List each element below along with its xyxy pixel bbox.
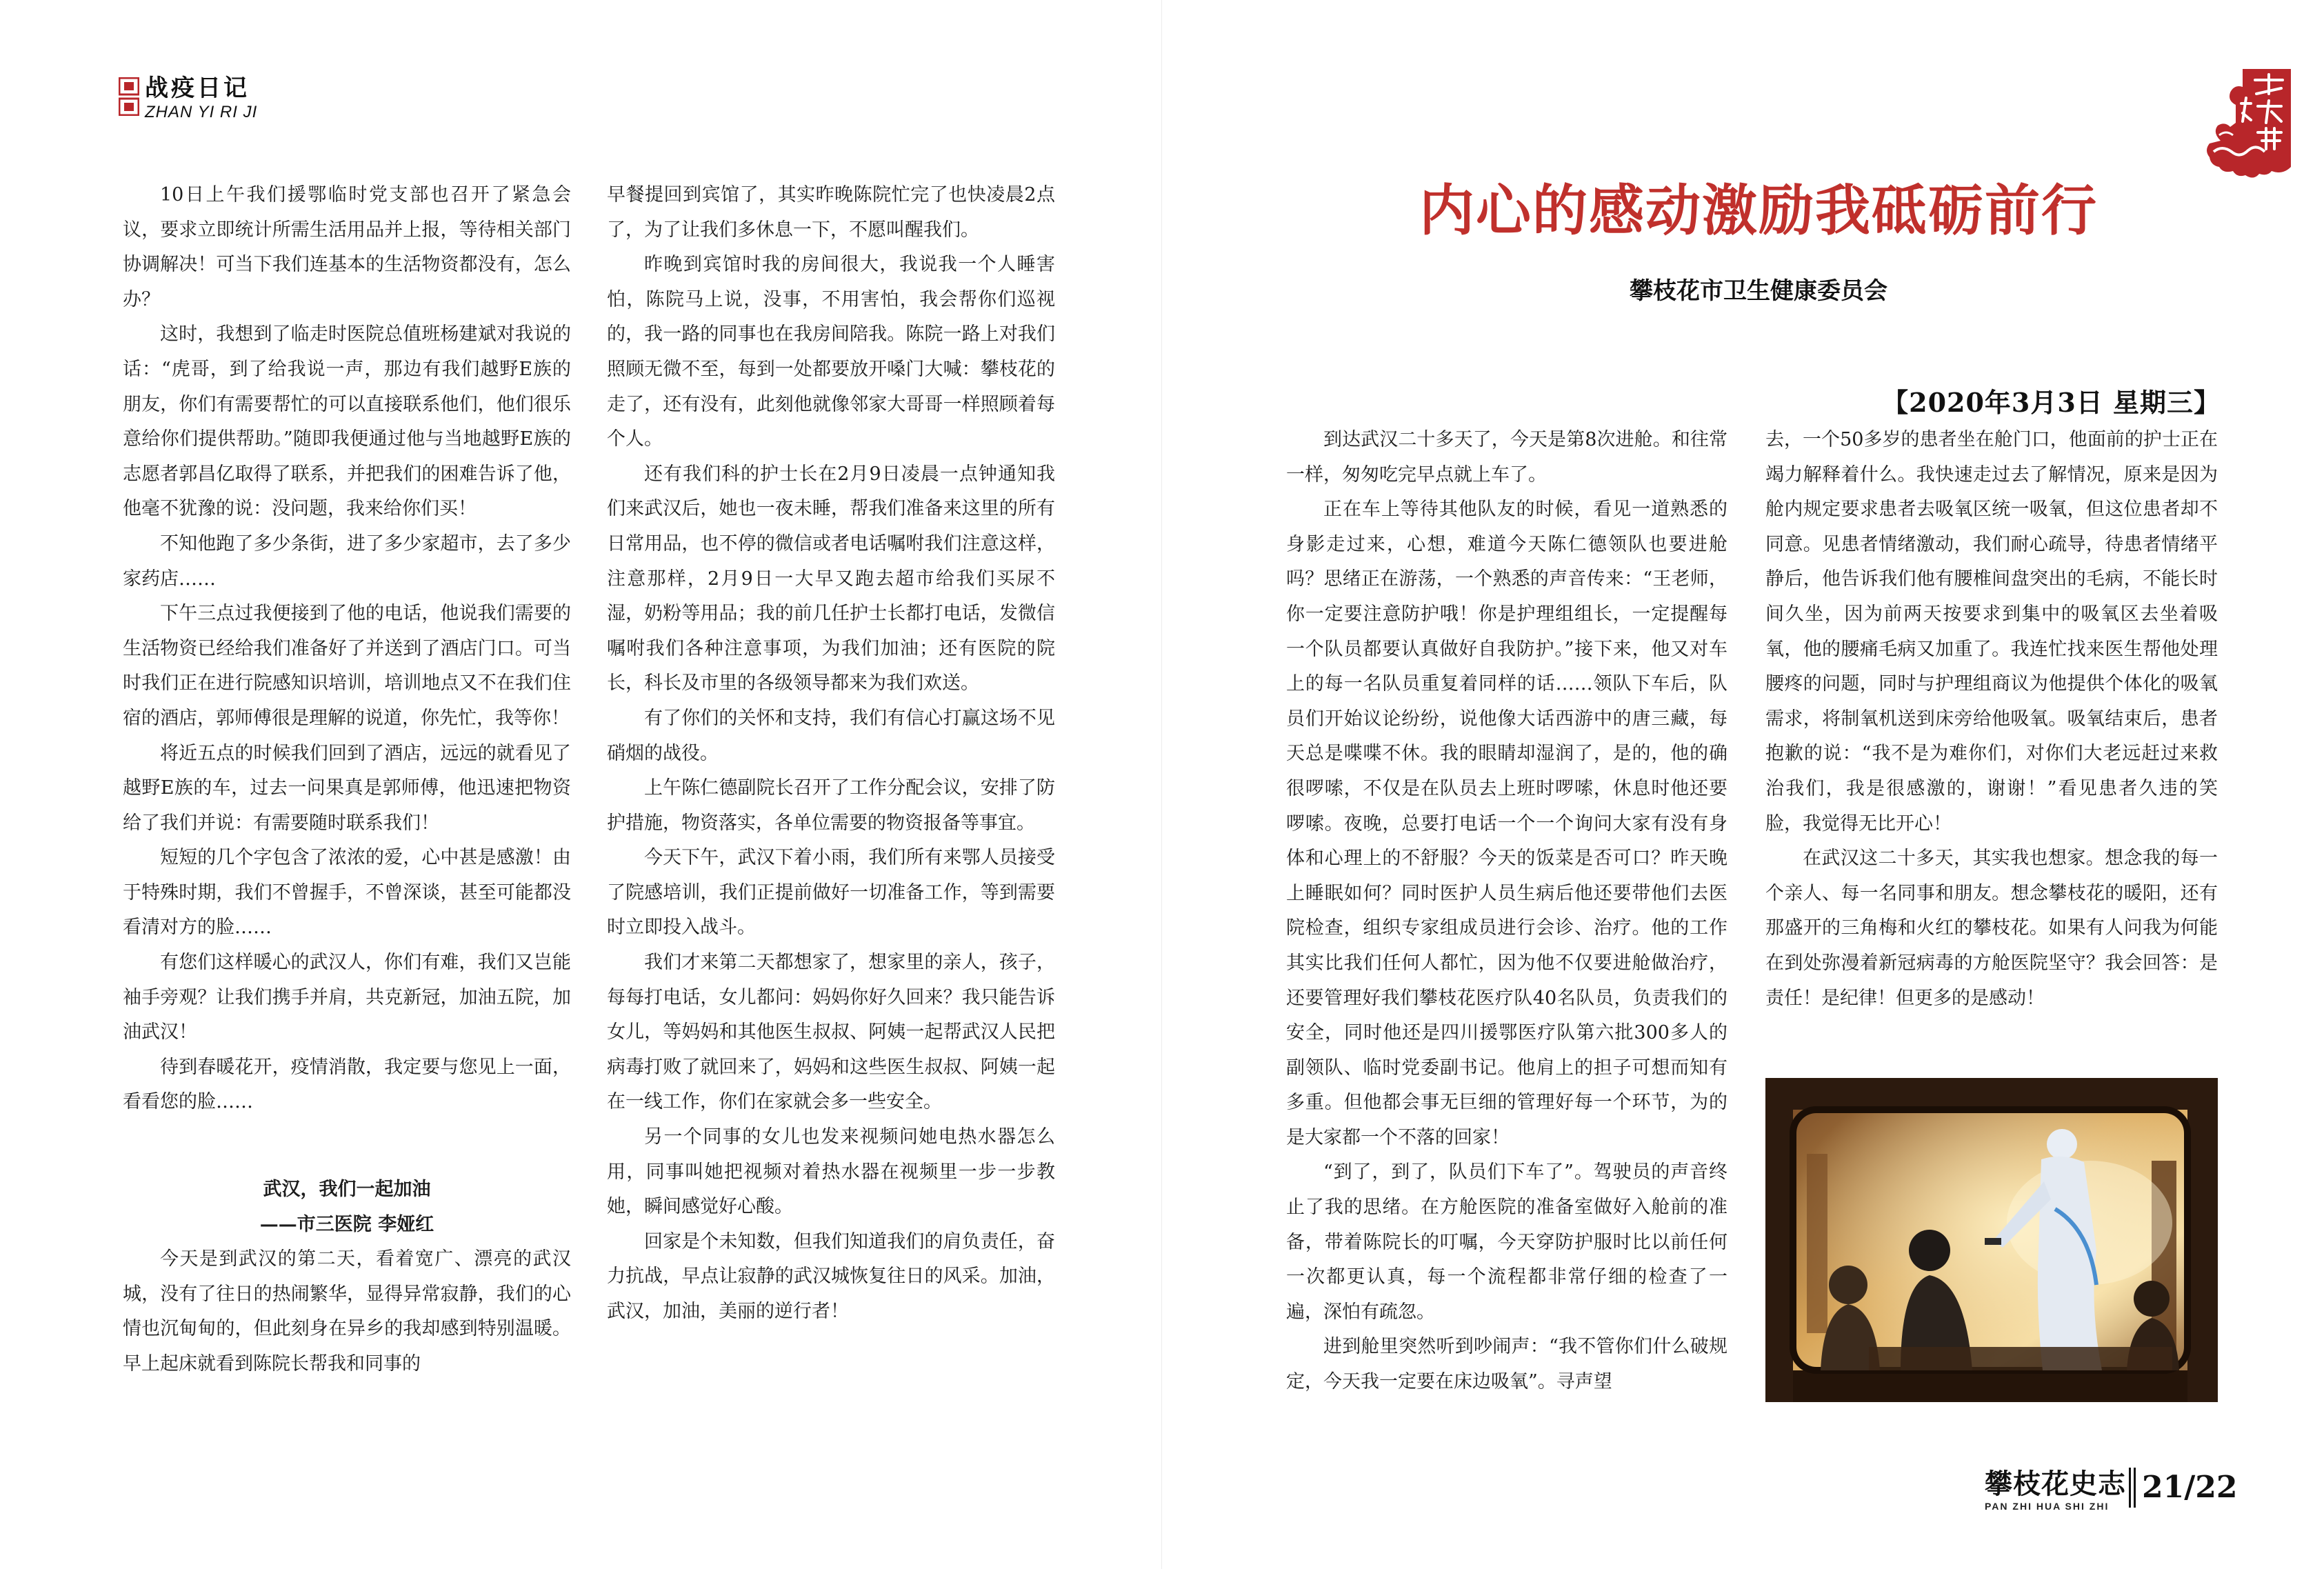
article-date: 【2020年3月3日 星期三】 (1882, 387, 2221, 418)
photo-image (1765, 1078, 2218, 1402)
paragraph: 下午三点过我便接到了他的电话，他说我们需要的生活物资已经给我们准备好了并送到了酒店门口。可当时我们正在进行院感知识培训，培训地点又不在我们住宿的酒店，郭师傅很是理解的说道，你先忙，我等你！ (123, 603, 571, 729)
paragraph: 还有我们科的护士长在2月9日凌晨一点钟通知我们来武汉后，她也一夜未睡，帮我们准备来这里的所有日常用品，也不停的微信或者电话嘱咐我们注意这样，注意那样，2月9日一大早又跑去超市给我们买尿不湿，奶粉等用品；我的前几任护士长都打电话，发微信嘱咐我们各种注意事项，为我们加油；还有医院的院长，科长及市里的各级领导都来为我们欢送。 (607, 463, 1055, 694)
header-logo-icon (119, 77, 139, 116)
sub-article-title: 武汉，我们一起加油 (263, 1179, 431, 1201)
paragraph: 去，一个50多岁的患者坐在舱门口，他面前的护士正在竭力解释着什么。我快速走过去了解情况，原来是因为舱内规定要求患者去吸氧区统一吸氧，但这位患者却不同意。见患者情绪激动，我们耐心疏导，待患者情绪平静后，他告诉我们他有腰椎间盘突出的毛病，不能长时间久坐，因为前两天按要求到集中的吸氧区去坐着吸氧，他的腰痛毛病又加重了。我连忙找来医生帮他处理腰疼的问题，同时与护理组商议为他提供个体化的吸氧需求，将制氧机送到床旁给他吸氧。吸氧结束后，患者抱歉的说：“我不是为难你们，对你们大老远赶过来救治我们，我是很感激的，谢谢！”看见患者久违的笑脸，我觉得无比开心！ (1765, 429, 2218, 835)
paragraph: 另一个同事的女儿也发来视频问她电热水器怎么用，同事叫她把视频对着热水器在视频里一步一步教她，瞬间感觉好心酸。 (607, 1126, 1055, 1218)
paragraph: 有了你们的关怀和支持，我们有信心打赢这场不见硝烟的战役。 (607, 707, 1055, 764)
paragraph: 今天是到武汉的第二天，看着宽广、漂亮的武汉城，没有了往日的热闹繁华，显得异常寂静，我们的心情也沉甸甸的，但此刻身在异乡的我却感到特别温暖。早上起床就看到陈院长帮我和同事的 (123, 1248, 571, 1375)
paragraph: 10日上午我们援鄂临时党支部也召开了紧急会议，要求立即统计所需生活用品并上报，等待相关部门协调解决！可当下我们连基本的生活物资都没有，怎么办？ (123, 184, 571, 310)
left-column-2 (607, 178, 1055, 1330)
paragraph: 不知他跑了多少条街，进了多少家超市，去了多少家药店…… (123, 532, 571, 590)
paragraph: 今天下午，武汉下着小雨，我们所有来鄂人员接受了院感培训，我们正提前做好一切准备工作，等到需要时立即投入战斗。 (607, 847, 1055, 939)
column-title: 战疫日记 (145, 74, 250, 102)
photo-medical-staff-on-bus (1765, 1078, 2218, 1402)
paragraph: 昨晚到宾馆时我的房间很大，我说我一个人睡害怕，陈院马上说，没事，不用害怕，我会帮你们巡视的，我一路的同事也在我房间陪我。陈院一路上对我们照顾无微不至，每到一处都要放开嗓门大喊：攀枝花的走了，还有没有，此刻他就像邻家大哥哥一样照顾着每个人。 (607, 254, 1055, 450)
footer-magazine-pinyin: PAN ZHI HUA SHI ZHI (1985, 1501, 2110, 1512)
right-column-1 (1286, 423, 1727, 1400)
footer-divider (2129, 1468, 2136, 1508)
paragraph: 到达武汉二十多天了，今天是第8次进舱。和往常一样，匆匆吃完早点就上车了。 (1286, 429, 1727, 486)
article-byline: 攀枝花市卫生健康委员会 (1630, 277, 1887, 305)
paragraph: 上午陈仁德副院长召开了工作分配会议，安排了防护措施，物资落实，各单位需要的物资报备等事宜。 (607, 777, 1055, 834)
page-numbers: 21/22 (2142, 1470, 2238, 1505)
paragraph: 在武汉这二十多天，其实我也想家。想念我的每一个亲人、每一名同事和朋友。想念攀枝花的暖阳，还有那盛开的三角梅和火红的攀枝花。如果有人问我为何能在到处弥漫着新冠病毒的方舱医院坚守？我会回答：是责任！是纪律！但更多的是感动！ (1765, 848, 2218, 1009)
paragraph: 正在车上等待其他队友的时候，看见一道熟悉的身影走过来，心想，难道今天陈仁德领队也要进舱吗？思绪正在游荡，一个熟悉的声音传来：“王老师，你一定要注意防护哦！你是护理组组长，一定提醒每一个队员都要认真做好自我防护。”接下来，他又对车上的每一名队员重复着同样的话……领队下车后，队员们开始议论纷纷，说他像大话西游中的唐三藏，每天总是喋喋不休。我的眼睛却湿润了，是的，他的确很啰嗦，不仅是在队员去上班时啰嗦，休息时他还要啰嗦。夜晚，总要打电话一个一个询问大家有没有身体和心理上的不舒服？今天的饭菜是否可口？昨天晚上睡眠如何？同时医护人员生病后他还要带他们去医院检查，组织专家组成员进行会诊、治疗。他的工作其实比我们任何人都忙，因为他不仅要进舱做治疗，还要管理好我们攀枝花医疗队40名队员，负责我们的安全，同时他还是四川援鄂医疗队第六批300多人的副领队、临时党委副书记。他肩上的担子可想而知有多重。但他都会事无巨细的管理好每一个环节，为的是大家都一个不落的回家！ (1286, 499, 1727, 1148)
column-subtitle: ZHAN YI RI JI (145, 103, 258, 121)
sub-article-author: ——市三医院 李娅红 (259, 1213, 434, 1235)
article-title: 内心的感动激励我砥砺前行 (1419, 179, 2098, 243)
paragraph: 这时，我想到了临走时医院总值班杨建斌对我说的话：“虎哥，到了给我说一声，那边有我们越野E族的朋友，你们有需要帮忙的可以直接联系他们，他们很乐意给你们提供帮助。”随即我便通过他与当地越野E族的志愿者郭昌亿取得了联系，并把我们的困难告诉了他，他毫不犹豫的说：没问题，我来给你们买！ (123, 323, 571, 520)
paragraph: “到了，到了，队员们下车了”。驾驶员的声音终止了我的思绪。在方舱医院的准备室做好入舱前的准备，带着陈院长的叮嘱，今天穿防护服时比以前任何一次都更认真，每一个流程都非常仔细的检查了一遍，深怕有疏忽。 (1286, 1161, 1727, 1323)
paragraph: 将近五点的时候我们回到了酒店，远远的就看见了越野E族的车，过去一问果真是郭师傅，他迅速把物资给了我们并说：有需要随时联系我们！ (123, 742, 571, 834)
paragraph: 待到春暖花开，疫情消散，我定要与您见上一面，看看您的脸…… (123, 1056, 571, 1113)
left-column-1 (123, 178, 571, 1382)
paragraph: 回家是个未知数，但我们知道我们的肩负责任，奋力抗战，早点让寂静的武汉城恢复往日的风采。加油，武汉，加油，美丽的逆行者！ (607, 1230, 1055, 1322)
paragraph: 有您们这样暖心的武汉人，你们有难，我们又岂能袖手旁观？让我们携手并肩，共克新冠，加油五院，加油武汉！ (123, 952, 571, 1043)
paragraph: 我们才来第二天都想家了，想家里的亲人，孩子，每每打电话，女儿都问：妈妈你好久回来？我只能告诉女儿，等妈妈和其他医生叔叔、阿姨一起帮武汉人民把病毒打败了就回来了，妈妈和这些医生叔叔、阿姨一起在一线工作，你们在家就会多一些安全。 (607, 952, 1055, 1113)
paragraph: 早餐提回到宾馆了，其实昨晚陈院忙完了也快凌晨2点了，为了让我们多休息一下，不愿叫醒我们。 (607, 184, 1055, 241)
paragraph: 短短的几个字包含了浓浓的爱，心中甚是感激！由于特殊时期，我们不曾握手，不曾深谈，甚至可能都没看清对方的脸…… (123, 847, 571, 939)
paragraph: 进到舱里突然听到吵闹声：“我不管你们什么破规定，今天我一定要在床边吸氧”。寻声望 (1286, 1336, 1727, 1393)
magazine-seal-icon (2200, 63, 2296, 181)
footer-magazine-name: 攀枝花史志 (1985, 1468, 2126, 1500)
right-column-2 (1765, 423, 2218, 1016)
